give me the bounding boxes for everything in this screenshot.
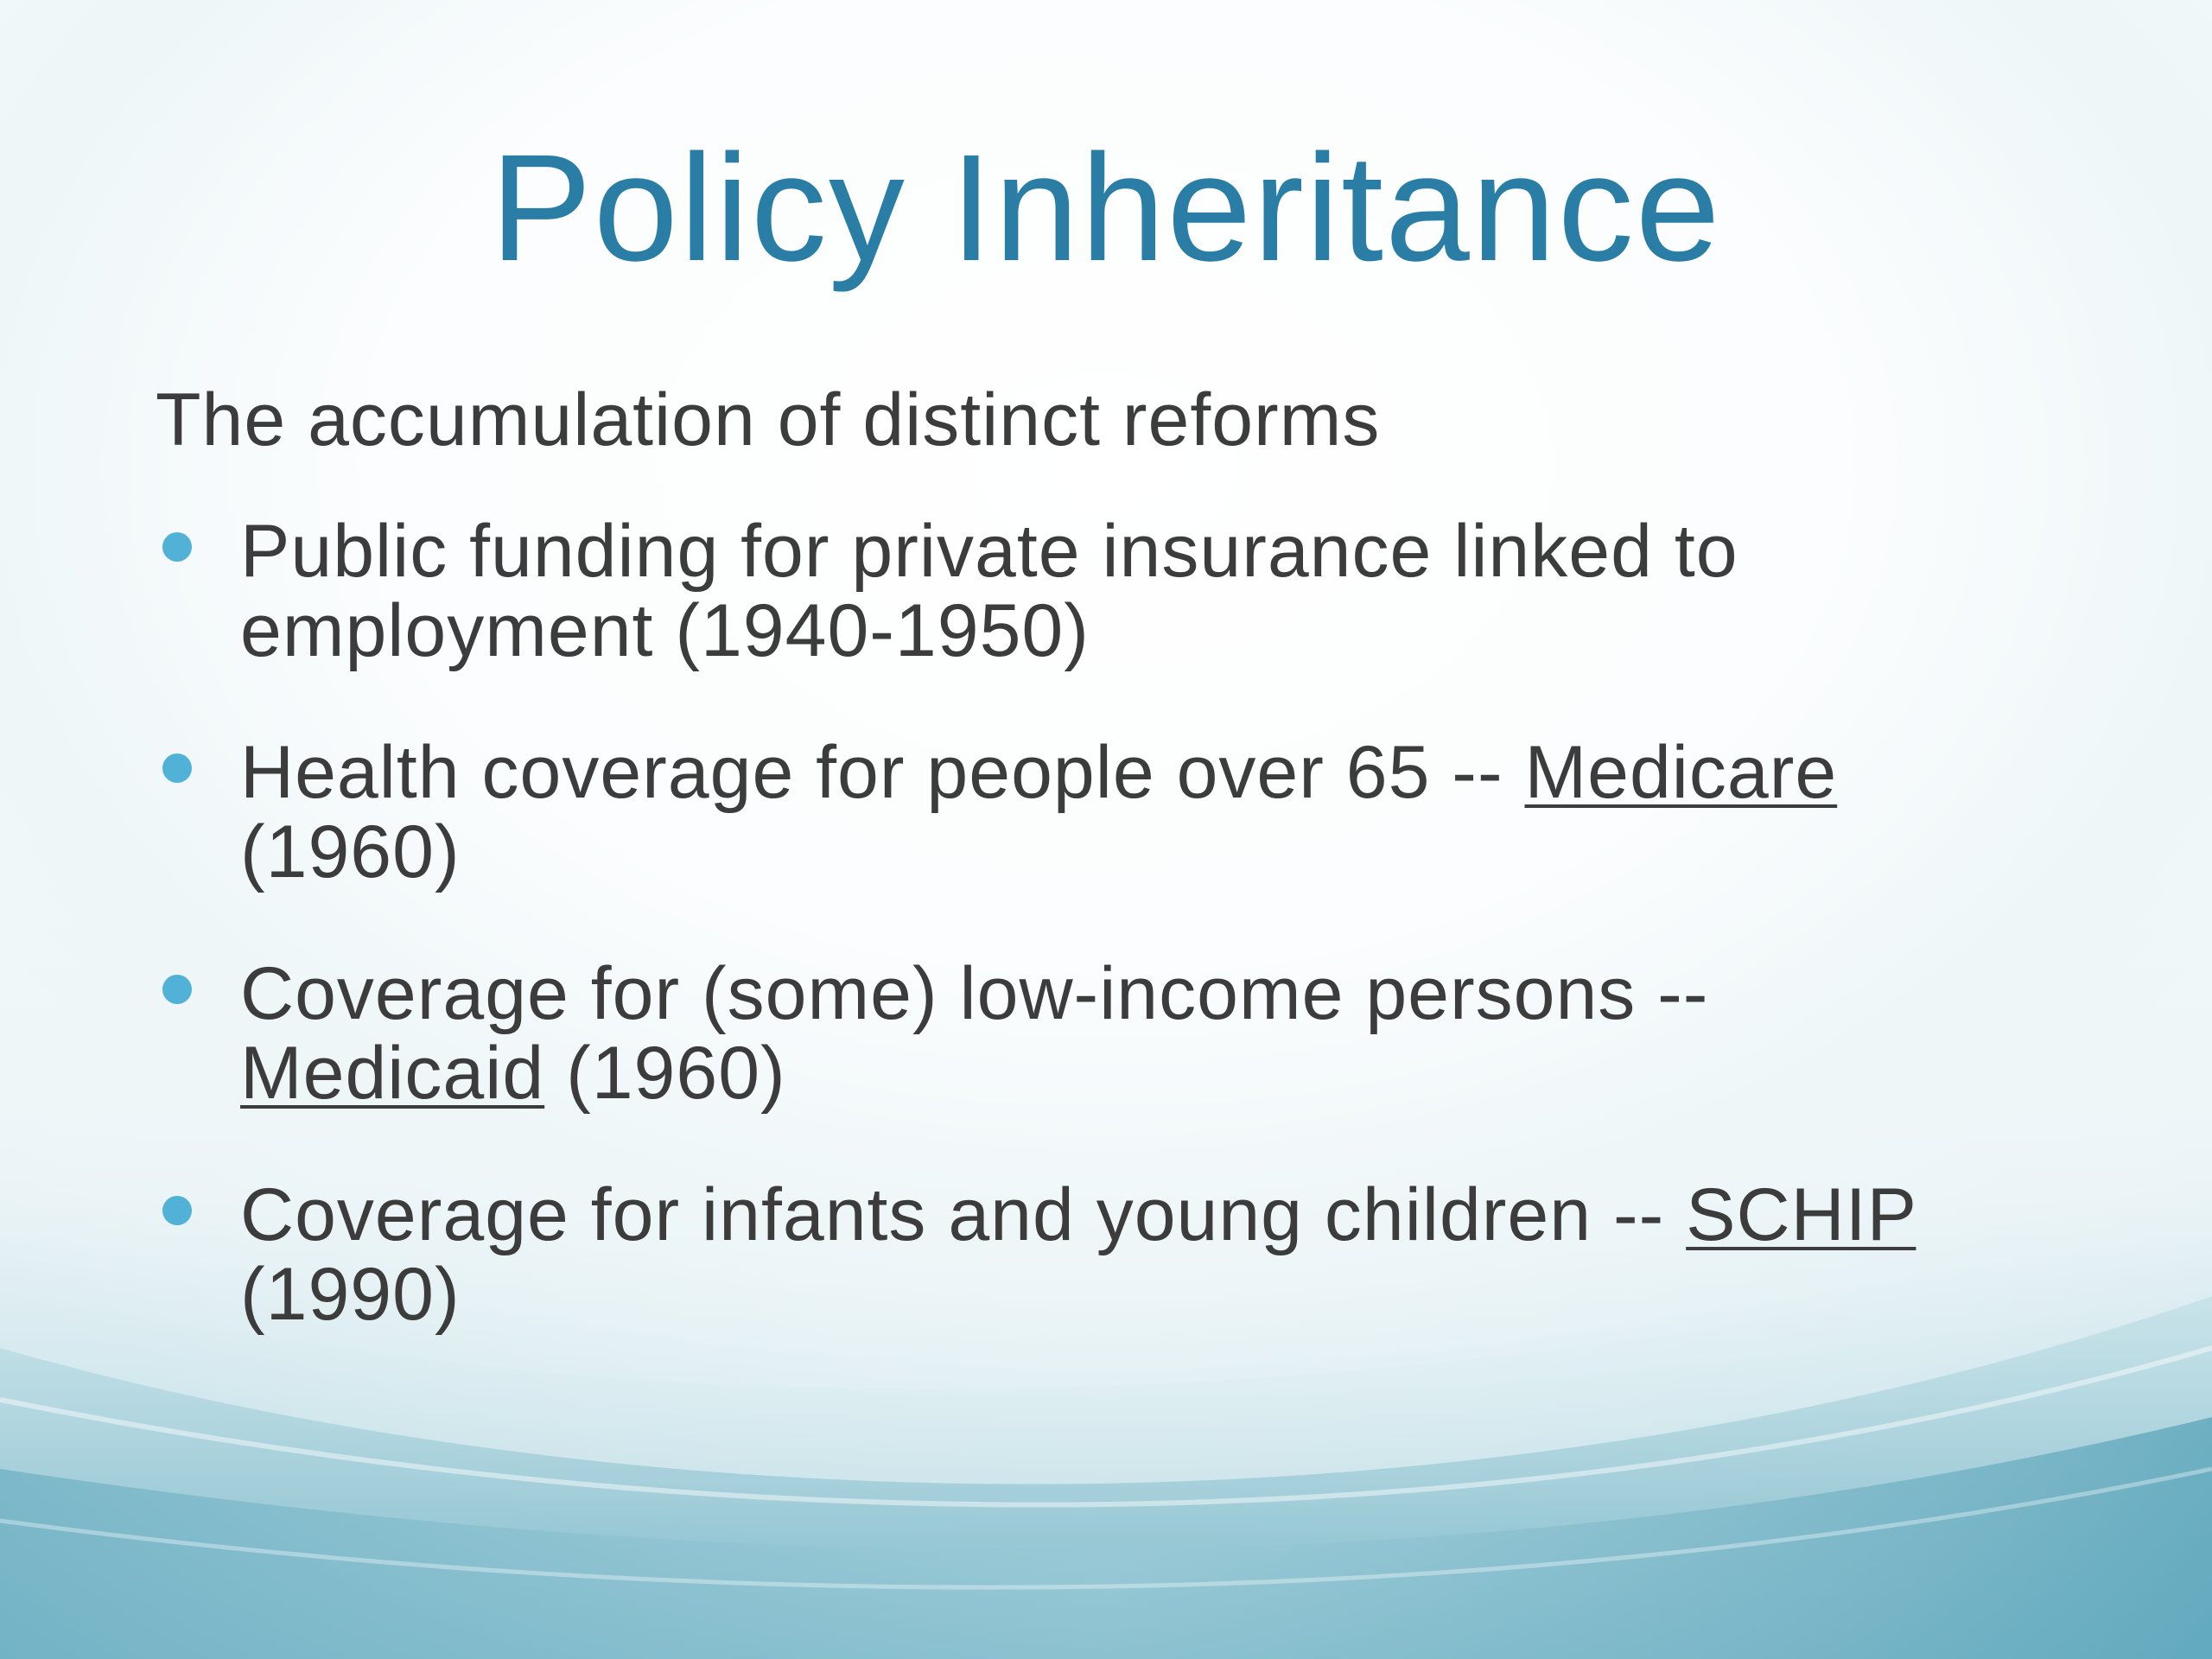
schip-link[interactable]: SCHIP <box>1686 1173 1916 1256</box>
bullet-item-medicare <box>156 733 2022 892</box>
bullet-dot-icon <box>162 1196 192 1225</box>
slide-body <box>156 380 2022 1396</box>
bullet-list <box>156 512 2022 1334</box>
bullet-text: Coverage for (some) low-income persons -- <box>240 952 1709 1035</box>
bullet-item-schip <box>156 1175 2022 1334</box>
medicare-link[interactable]: Medicare <box>1524 731 1838 814</box>
bullet-year: (1960) <box>544 1032 786 1115</box>
bullet-dot-icon <box>162 975 192 1004</box>
bullet-text: Health coverage for people over 65 -- <box>240 731 1525 814</box>
intro-text: The accumulation of distinct reforms <box>156 378 1381 461</box>
bullet-year: (1960) <box>240 810 461 893</box>
bullet-text: Public funding for private insurance linked to employment (1940-1950) <box>240 510 1738 672</box>
bullet-item-medicaid <box>156 954 2022 1113</box>
slide-title: Policy Inheritance <box>490 124 1722 293</box>
bullet-dot-icon <box>162 532 192 562</box>
bullet-year: (1990) <box>240 1253 461 1336</box>
bullet-item-employment <box>156 512 2022 671</box>
bullet-dot-icon <box>162 753 192 783</box>
bullet-text: Coverage for infants and young children -- <box>240 1173 1687 1256</box>
medicaid-link[interactable]: Medicaid <box>240 1032 545 1115</box>
